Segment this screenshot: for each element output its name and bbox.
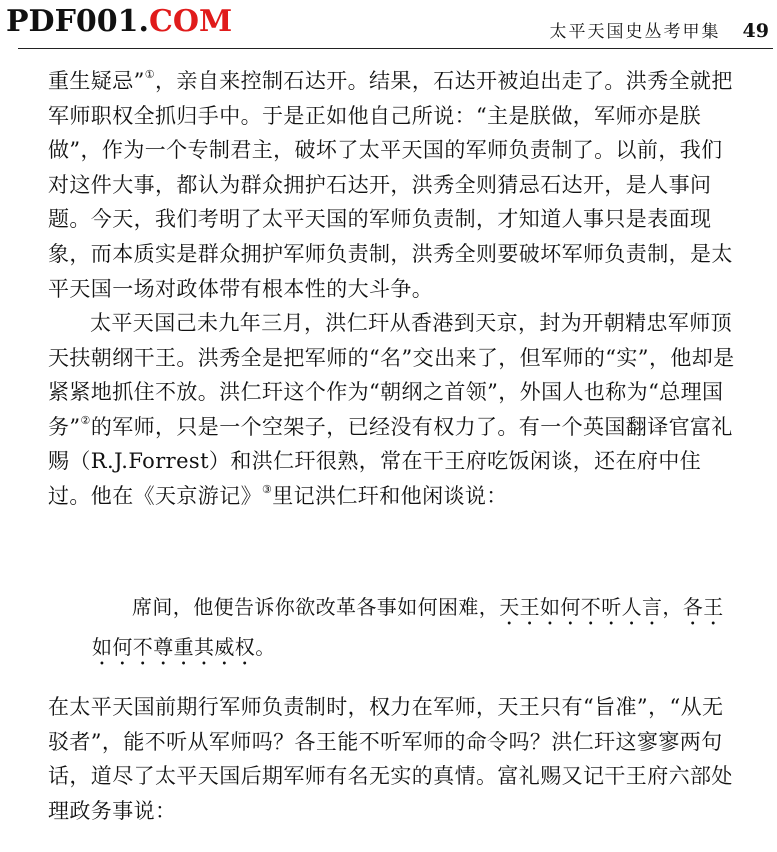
book-title: 太平天国史丛考甲集 [549,22,721,42]
paragraph-text: ，亲自来控制石达开。结果，石达开被迫出走了。洪秀全就把军师职权全抓归手中。于是正如他自己所说：“主是朕做，军师亦是朕做”，作为一个专制君主，破坏了太平天国的军师负责制了。以前，我们对这件大事，都认为群众拥护石达开，洪秀全则猜忌石达开，是人事问题。今天，我们考明了太平天国的军师负责制，才知道人事只是表面现象，而本质实是群众拥护军师负责制，洪秀全则要破坏军师负责制，是太平天国一场对政体带有根本性的大斗争。 [48,69,733,301]
paragraph [48,690,738,828]
paragraph-continued [48,64,738,306]
paragraph-text: 重生疑忌” [48,69,145,93]
block-quote [92,590,738,670]
footnote-marker: ③ [262,482,273,496]
footnote-marker: ① [144,68,156,81]
paragraph [48,306,738,514]
header-rule [18,48,773,49]
paragraph-text: 的军师，只是一个空架子，已经没有权力了。有一个英国翻译官富礼赐（R.J.Forrest）和洪仁玕很熟，常在干王府吃饭闲谈，还在府中住过。他在《天京游记》 [48,414,733,508]
paragraph-text: 里记洪仁玕和他闲谈说： [272,483,508,508]
footnote-marker: ② [80,413,91,427]
running-header [550,20,769,43]
quote-emphasis: 天王如何不听人言，各王如何不尊重其威权 [92,595,724,659]
logo-text-dark: PDF001. [6,4,149,39]
quote-text: 席间，他便告诉你欲改革各事如何困难， [132,595,500,619]
page-number: 49 [742,20,769,42]
quote-text: 。 [255,635,276,659]
logo-text-red: COM [148,4,233,39]
paragraph-text: 太平天国己未九年三月，洪仁玕从香港到天京，封为开朝精忠军师顶天扶朝纲干王。洪秀全是把军师的“名”交出来了，但军师的“实”，他却是紧紧地抓住不放。洪仁玕这个作为“朝纲之首领”，外国人也称为“总理国务” [48,311,735,439]
site-logo [6,4,232,40]
paragraph-text: 在太平天国前期行军师负责制时，权力在军师，天王只有“旨准”，“从无驳者”，能不听从军师吗？各王能不听军师的命令吗？洪仁玕这寥寥两句话，道尽了太平天国后期军师有名无实的真情。富礼赐又记干王府六部处理政务事说： [48,695,733,823]
